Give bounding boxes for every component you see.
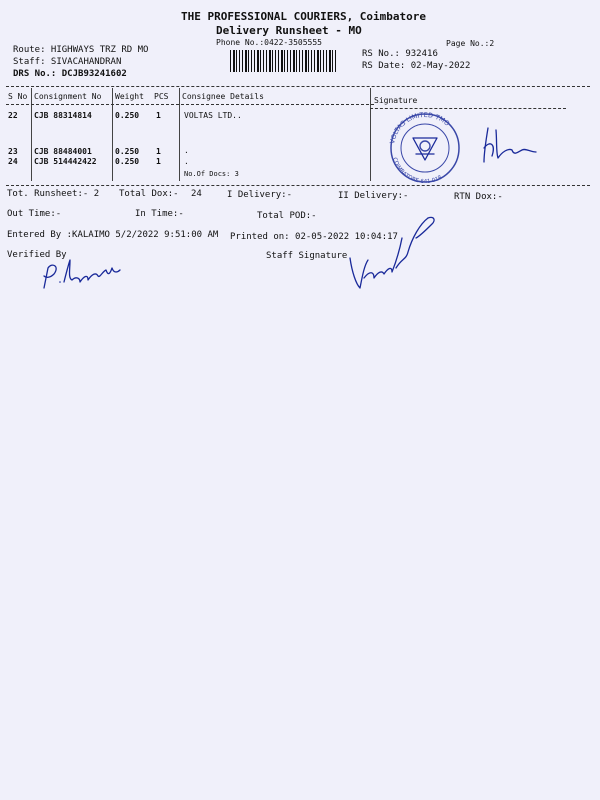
- table-row-pcs: 1: [156, 157, 161, 166]
- table-row-consignee: .: [184, 157, 189, 166]
- entered-by: Entered By :KALAIMO 5/2/2022 9:51:00 AM: [7, 230, 219, 240]
- column-divider: [112, 88, 113, 181]
- table-row-sno: 22: [8, 111, 18, 120]
- table-row-consignment: CJB 88314814: [34, 111, 92, 120]
- verified-by-label: Verified By: [7, 250, 67, 260]
- svg-text:VOLTAS LIMITED TMO: [388, 111, 451, 145]
- first-delivery: I Delivery:-: [227, 190, 293, 200]
- staff-signature: [340, 208, 444, 296]
- drs-number: DRS No.: DCJB93241602: [13, 69, 127, 79]
- staff-signature-label: Staff Signature: [266, 251, 348, 261]
- company-title: THE PROFESSIONAL COURIERS, Coimbatore: [181, 10, 427, 23]
- second-delivery: II Delivery:-: [338, 191, 409, 201]
- table-row-weight: 0.250: [115, 157, 140, 166]
- table-row-weight: 0.250: [115, 147, 140, 156]
- verifier-signature: [36, 252, 132, 292]
- out-time: Out Time:-: [7, 209, 62, 219]
- table-row-pcs: 1: [156, 111, 161, 120]
- total-runsheet: Tot. Runsheet:- 2: [7, 189, 100, 199]
- stamp-text-bottom: COIMBATORE-641 018: [391, 156, 444, 186]
- company-stamp: [380, 108, 470, 184]
- return-dox: RTN Dox:-: [454, 192, 503, 202]
- document-title: Delivery Runsheet - MO: [216, 24, 362, 37]
- page-number: Page No.:2: [446, 39, 495, 48]
- table-row-consignment: CJB 514442422: [34, 157, 97, 166]
- route-label: Route: HIGHWAYS TRZ RD MO: [13, 45, 149, 55]
- number-of-docs: No.Of Docs: 3: [184, 170, 239, 178]
- col-header-pcs: PCS: [154, 92, 169, 101]
- table-row-sno: 23: [8, 147, 18, 156]
- receiver-signature: [478, 122, 548, 170]
- table-row-sno: 24: [8, 157, 18, 166]
- col-header-weight: Weight: [115, 92, 144, 101]
- table-row-pcs: 1: [156, 147, 161, 156]
- table-row-consignment: CJB 88484001: [34, 147, 92, 156]
- header-top-rule: [6, 86, 590, 87]
- column-divider: [179, 88, 180, 181]
- table-row-consignee: VOLTAS LTD..: [184, 111, 242, 120]
- barcode-image: [230, 50, 338, 72]
- in-time: In Time:-: [135, 209, 184, 219]
- stamp-text-top: VOLTAS LIMITED TMO: [388, 110, 452, 145]
- phone-number: Phone No.:0422-3505555: [216, 38, 322, 47]
- col-header-consignment: Consignment No: [34, 92, 102, 101]
- table-row-weight: 0.250: [115, 111, 140, 120]
- total-dox-label: Total Dox:-: [119, 189, 179, 199]
- col-header-sno: S No: [8, 92, 28, 101]
- total-pod: Total POD:-: [257, 211, 317, 221]
- col-header-signature: Signature: [374, 96, 418, 105]
- table-row-consignee: .: [184, 146, 189, 155]
- staff-label: Staff: SIVACAHANDRAN: [13, 57, 122, 67]
- column-divider: [31, 88, 32, 181]
- printed-on: Printed on: 02-05-2022 10:04:17: [230, 232, 398, 242]
- column-divider: [370, 88, 371, 181]
- col-header-consignee: Consignee Details: [182, 92, 264, 101]
- header-bottom-rule: [6, 104, 374, 105]
- rs-date: RS Date: 02-May-2022: [362, 61, 471, 71]
- total-dox-value: 24: [191, 189, 202, 199]
- rs-number: RS No.: 932416: [362, 49, 438, 59]
- totals-top-rule: [6, 185, 590, 186]
